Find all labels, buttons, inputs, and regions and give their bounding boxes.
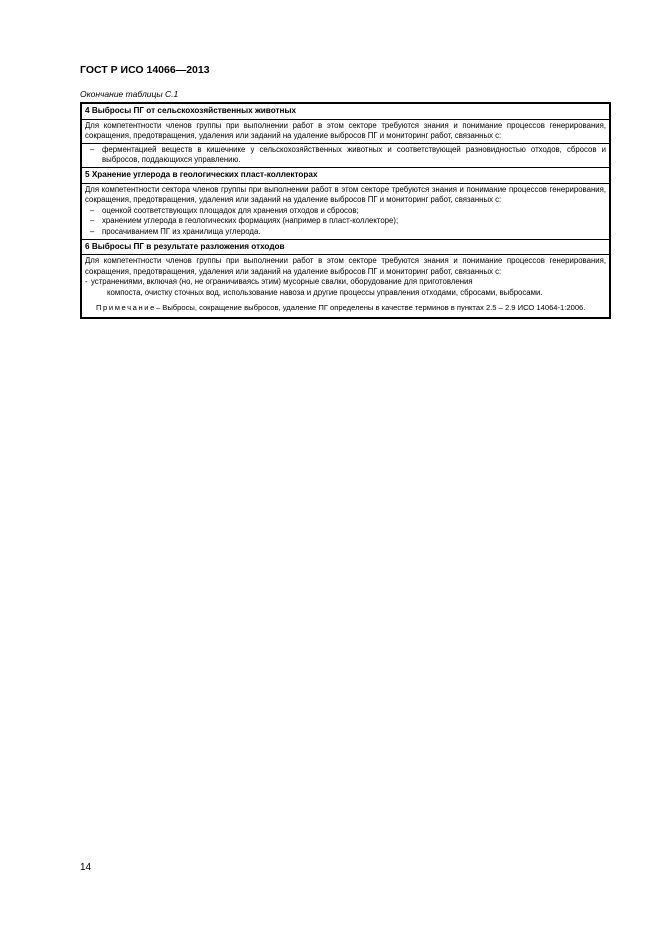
section-body [82,255,609,299]
page-number: 14 [80,862,92,873]
list-item [82,143,609,166]
list-item-text: ферментацией веществ в кишечнике у сельскохозяйственных животных и соответствующей разновидностью отходов, сбросов и выбросов, поддающихся управлению. [102,144,606,165]
list-dash: – [90,216,95,226]
list-item-content [91,277,606,298]
section-body [82,120,609,168]
section-intro: Для компетентности членов группы при выполнении работ в этом секторе требуются знания и понимание процессов генерирования, сокращения, предотвращения, удаления или заданий на удаление выбросов ПГ и мониторинг работ, связанных с: [85,120,606,141]
list-item-text: хранением углерода в геологических формациях (например в пласт-коллекторе); [102,216,399,226]
section-heading: 4 Выбросы ПГ от сельскохозяйственных животных [82,104,609,120]
table-note [82,300,609,317]
list-item-text: просачиванием ПГ из хранилища углерода. [102,226,261,236]
table-caption: Окончание таблицы С.1 [80,89,179,99]
note-text: – Выбросы, сокращение выбросов, удаление ПГ определены в качестве терминов в пунктах 2.5 – 2.9 ИСО 14064-1:2006. [155,302,586,312]
list-dash: – [90,144,95,154]
list-item-continuation: компоста, очистку сточных вод, использование навоза и другие процессы управления отходами, сбросами, выбросами. [107,287,543,297]
list-item-text: оценкой соответствующих площадок для хранения отходов и сбросов; [102,205,359,215]
section-body [82,184,609,240]
list-dash: – [90,205,95,215]
list-item-text: устранениями, включая (но, не ограничиваясь этим) мусорные свалки, оборудование для приготовления [91,277,473,287]
list-dash: – [90,226,95,236]
list-item [85,206,606,217]
list-dash: - [85,277,88,287]
note-label: Примечание [96,302,156,312]
document-header: ГОСТ Р ИСО 14066—2013 [80,64,210,76]
requirements-table [80,102,611,319]
list-item [85,227,606,238]
section-heading: 6 Выбросы ПГ в результате разложения отходов [82,240,609,256]
section-heading: 5 Хранение углерода в геологических пласт-коллекторах [82,168,609,184]
list-item [85,277,606,298]
section-intro: Для компетентности членов группы при выполнении работ в этом секторе требуются знания и понимание процессов генерирования, сокращения, предотвращения, удаления или заданий на удаление выбросов ПГ и мониторинг работ, связанных с: [85,256,606,276]
section-intro: Для компетентности сектора членов группы при выполнении работ в этом секторе требуются знания и понимание процессов генерирования, сокращения, предотвращения, удаления или заданий на удаление выбросов ПГ и мониторинг работ, связанных с: [85,184,606,205]
list-item [85,216,606,227]
